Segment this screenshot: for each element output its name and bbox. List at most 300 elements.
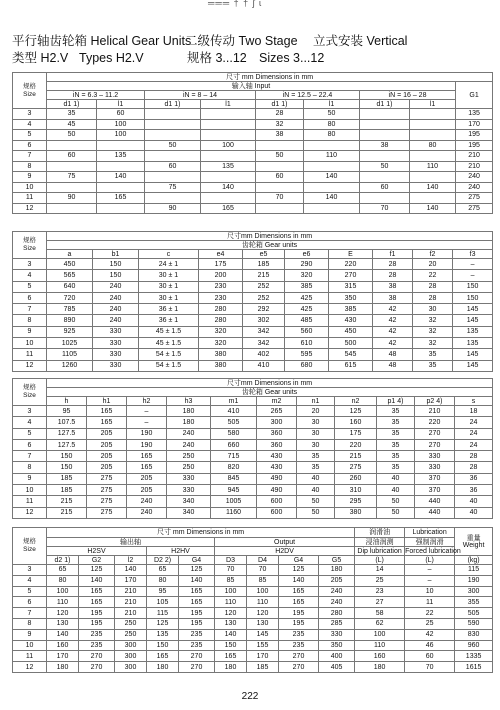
- size-cn: 规格 3...12: [187, 51, 247, 65]
- value-cell: 185: [243, 259, 285, 270]
- header-row: [13, 528, 493, 538]
- column-header: h: [47, 397, 87, 406]
- size-header: [13, 73, 47, 109]
- g1-header: G1: [456, 82, 493, 109]
- value-cell: 270: [279, 662, 319, 673]
- table-row: [13, 473, 493, 484]
- value-cell: 330: [93, 326, 139, 337]
- value-cell: 130: [215, 618, 247, 629]
- value-cell: [304, 182, 360, 193]
- value-cell: 205: [127, 485, 167, 496]
- value-cell: 170: [115, 575, 147, 586]
- table-row: [13, 193, 493, 204]
- value-cell: 380: [335, 507, 377, 518]
- value-cell: [47, 161, 97, 172]
- column-header: (kg): [455, 556, 493, 565]
- value-cell: 62: [355, 618, 405, 629]
- value-cell: 210: [456, 151, 493, 162]
- value-cell: 205: [319, 575, 355, 586]
- ratio-header: iN = 12.5 – 22.4: [256, 91, 360, 100]
- value-cell: 65: [47, 565, 79, 576]
- value-cell: 30 ± 1: [139, 292, 199, 303]
- value-cell: 1160: [211, 507, 257, 518]
- value-cell: 615: [329, 360, 373, 371]
- value-cell: 36: [455, 473, 493, 484]
- value-cell: 295: [335, 496, 377, 507]
- value-cell: 30 ± 1: [139, 270, 199, 281]
- table-row: [13, 182, 493, 193]
- value-cell: 590: [455, 618, 493, 629]
- value-cell: 115: [455, 565, 493, 576]
- value-cell: 165: [179, 597, 215, 608]
- value-cell: 85: [215, 575, 247, 586]
- value-cell: 240: [319, 586, 355, 597]
- value-cell: 260: [335, 473, 377, 484]
- value-cell: 330: [167, 485, 211, 496]
- h2dv-header: H2DV: [215, 547, 355, 556]
- table-row: [13, 406, 493, 417]
- size-label-en: Size: [23, 392, 36, 399]
- column-header: f2: [413, 250, 453, 259]
- column-header: l1: [304, 100, 360, 109]
- size-cell: 8: [13, 618, 47, 629]
- size-cell: 5: [13, 281, 47, 292]
- value-cell: 28: [455, 462, 493, 473]
- value-cell: 165: [279, 586, 319, 597]
- value-cell: 330: [415, 462, 455, 473]
- table-row: [13, 417, 493, 428]
- value-cell: [201, 109, 256, 120]
- value-cell: 20: [413, 259, 453, 270]
- value-cell: 70: [247, 565, 279, 576]
- value-cell: 275: [335, 462, 377, 473]
- value-cell: 80: [410, 140, 456, 151]
- value-cell: 28: [256, 109, 304, 120]
- weight-header-en: Weight: [462, 541, 485, 549]
- value-cell: 36: [455, 485, 493, 496]
- value-cell: 35: [297, 451, 335, 462]
- value-cell: 270: [79, 662, 115, 673]
- value-cell: 440: [415, 507, 455, 518]
- top-logo: ═══ † † ʃ ɩ: [208, 0, 263, 8]
- column-header: h3: [167, 397, 211, 406]
- value-cell: 125: [79, 565, 115, 576]
- size-cell: 3: [13, 109, 47, 120]
- value-cell: 150: [215, 640, 247, 651]
- value-cell: 270: [415, 428, 455, 439]
- dimensions-header: 尺寸mm Dimensions in mm: [47, 379, 493, 388]
- value-cell: 215: [243, 270, 285, 281]
- header-row: [13, 547, 493, 556]
- column-header: G5: [319, 556, 355, 565]
- value-cell: 320: [199, 326, 243, 337]
- table-row: [13, 151, 493, 162]
- value-cell: 505: [455, 608, 493, 619]
- header-row: [13, 241, 493, 250]
- value-cell: 220: [335, 439, 377, 450]
- table-row: [13, 360, 493, 371]
- value-cell: 35: [377, 428, 415, 439]
- value-cell: 14: [355, 565, 405, 576]
- value-cell: 355: [455, 597, 493, 608]
- size-cell: 8: [13, 315, 47, 326]
- value-cell: 180: [167, 417, 211, 428]
- value-cell: 195: [279, 618, 319, 629]
- value-cell: 25: [405, 618, 455, 629]
- value-cell: 145: [453, 315, 493, 326]
- column-header: d1 1): [256, 100, 304, 109]
- value-cell: 50: [145, 140, 201, 151]
- value-cell: 28: [373, 259, 413, 270]
- header-row: [13, 538, 493, 547]
- value-cell: 370: [415, 485, 455, 496]
- column-header: e6: [285, 250, 329, 259]
- value-cell: 60: [97, 109, 145, 120]
- column-header: e4: [199, 250, 243, 259]
- table-row: [13, 586, 493, 597]
- size-cell: 3: [13, 406, 47, 417]
- value-cell: 38: [360, 140, 410, 151]
- value-cell: 150: [147, 640, 179, 651]
- ratio-header: iN = 8 – 14: [145, 91, 256, 100]
- value-cell: 165: [87, 417, 127, 428]
- value-cell: 285: [319, 618, 355, 629]
- value-cell: 140: [115, 565, 147, 576]
- value-cell: 660: [211, 439, 257, 450]
- table-row: [13, 462, 493, 473]
- table-row: [13, 662, 493, 673]
- type-en: Types H2.V: [79, 51, 144, 65]
- value-cell: 22: [413, 270, 453, 281]
- value-cell: 40: [377, 473, 415, 484]
- value-cell: 890: [47, 315, 93, 326]
- value-cell: 165: [279, 597, 319, 608]
- value-cell: 10: [405, 586, 455, 597]
- value-cell: 38: [373, 281, 413, 292]
- table-row: [13, 439, 493, 450]
- value-cell: 250: [167, 451, 211, 462]
- value-cell: 54 ± 1.5: [139, 360, 199, 371]
- value-cell: 140: [215, 629, 247, 640]
- header-row: [13, 556, 493, 565]
- value-cell: 275: [456, 203, 493, 214]
- value-cell: 60: [47, 151, 97, 162]
- size-header: [13, 232, 47, 259]
- value-cell: 350: [319, 640, 355, 651]
- value-cell: 1260: [47, 360, 93, 371]
- header-row: [13, 379, 493, 388]
- column-header: l2: [115, 556, 147, 565]
- value-cell: [97, 161, 145, 172]
- value-cell: 110: [247, 597, 279, 608]
- value-cell: 107.5: [47, 417, 87, 428]
- value-cell: 250: [167, 462, 211, 473]
- value-cell: 350: [329, 292, 373, 303]
- value-cell: [145, 193, 201, 204]
- gear-units-table-1: [12, 231, 493, 372]
- table-row: [13, 326, 493, 337]
- table-row: [13, 629, 493, 640]
- value-cell: 110: [215, 597, 247, 608]
- value-cell: 320: [285, 270, 329, 281]
- value-cell: 70: [360, 203, 410, 214]
- value-cell: 20: [297, 406, 335, 417]
- group-header: 齿轮箱 Gear units: [47, 241, 493, 250]
- value-cell: 35: [377, 462, 415, 473]
- value-cell: 58: [355, 608, 405, 619]
- size-cell: 10: [13, 182, 47, 193]
- column-header: m2: [257, 397, 297, 406]
- value-cell: 32: [413, 315, 453, 326]
- value-cell: 135: [453, 338, 493, 349]
- value-cell: 175: [335, 428, 377, 439]
- value-cell: 40: [297, 473, 335, 484]
- value-cell: 135: [97, 151, 145, 162]
- size-cell: 11: [13, 496, 47, 507]
- size-cell: 4: [13, 575, 47, 586]
- value-cell: 25: [355, 575, 405, 586]
- size-header: [13, 379, 47, 406]
- value-cell: 150: [47, 451, 87, 462]
- column-header: b1: [93, 250, 139, 259]
- value-cell: [145, 109, 201, 120]
- column-header: c: [139, 250, 199, 259]
- value-cell: 270: [79, 651, 115, 662]
- value-cell: 32: [256, 119, 304, 130]
- header-row: [13, 82, 493, 91]
- value-cell: 342: [243, 338, 285, 349]
- value-cell: 110: [355, 640, 405, 651]
- value-cell: 820: [211, 462, 257, 473]
- value-cell: 485: [285, 315, 329, 326]
- size-cell: 10: [13, 338, 47, 349]
- column-header: G4: [279, 556, 319, 565]
- value-cell: 42: [405, 629, 455, 640]
- value-cell: –: [453, 259, 493, 270]
- size-cell: 6: [13, 597, 47, 608]
- table-row: [13, 292, 493, 303]
- value-cell: 140: [304, 172, 360, 183]
- size-label-en: Size: [23, 90, 36, 98]
- page-header: [12, 33, 492, 67]
- size-cell: 9: [13, 172, 47, 183]
- value-cell: 270: [329, 270, 373, 281]
- value-cell: 165: [127, 451, 167, 462]
- value-cell: 105: [147, 597, 179, 608]
- column-header: l1: [97, 100, 145, 109]
- value-cell: 240: [93, 315, 139, 326]
- value-cell: 195: [79, 608, 115, 619]
- value-cell: 230: [199, 281, 243, 292]
- table-row: [13, 130, 493, 141]
- value-cell: 35: [377, 439, 415, 450]
- value-cell: 190: [455, 575, 493, 586]
- value-cell: 240: [319, 597, 355, 608]
- value-cell: [256, 140, 304, 151]
- value-cell: 100: [97, 130, 145, 141]
- size-cell: 4: [13, 270, 47, 281]
- value-cell: 425: [285, 292, 329, 303]
- value-cell: 252: [243, 292, 285, 303]
- value-cell: 342: [243, 326, 285, 337]
- value-cell: 275: [87, 496, 127, 507]
- size-cell: 6: [13, 140, 47, 151]
- value-cell: 240: [127, 496, 167, 507]
- value-cell: 610: [285, 338, 329, 349]
- size-cell: 3: [13, 565, 47, 576]
- value-cell: 155: [247, 640, 279, 651]
- size-cell: 12: [13, 360, 47, 371]
- value-cell: 235: [79, 629, 115, 640]
- size-label-en: Size: [23, 546, 36, 553]
- value-cell: 60: [145, 161, 201, 172]
- value-cell: [360, 172, 410, 183]
- h2sv-header: H2SV: [47, 547, 147, 556]
- value-cell: 100: [47, 586, 79, 597]
- value-cell: [201, 151, 256, 162]
- value-cell: 230: [199, 292, 243, 303]
- value-cell: 140: [201, 182, 256, 193]
- value-cell: 270: [179, 662, 215, 673]
- value-cell: [304, 140, 360, 151]
- value-cell: 405: [319, 662, 355, 673]
- size-cell: 5: [13, 586, 47, 597]
- size-cell: 12: [13, 507, 47, 518]
- value-cell: 195: [279, 608, 319, 619]
- value-cell: 330: [167, 473, 211, 484]
- value-cell: 150: [93, 270, 139, 281]
- value-cell: 40: [455, 507, 493, 518]
- value-cell: 1025: [47, 338, 93, 349]
- value-cell: 70: [405, 662, 455, 673]
- table-row: [13, 451, 493, 462]
- value-cell: 150: [47, 462, 87, 473]
- value-cell: [201, 172, 256, 183]
- value-cell: 210: [115, 608, 147, 619]
- value-cell: 135: [456, 109, 493, 120]
- value-cell: 330: [415, 451, 455, 462]
- value-cell: 215: [335, 451, 377, 462]
- value-cell: 1105: [47, 349, 93, 360]
- value-cell: 400: [319, 651, 355, 662]
- value-cell: 170: [247, 651, 279, 662]
- size-cell: 7: [13, 304, 47, 315]
- value-cell: 170: [456, 119, 493, 130]
- value-cell: 960: [455, 640, 493, 651]
- value-cell: 240: [127, 507, 167, 518]
- column-header: G4: [179, 556, 215, 565]
- value-cell: 370: [415, 473, 455, 484]
- value-cell: 140: [79, 575, 115, 586]
- value-cell: 300: [115, 662, 147, 673]
- value-cell: 165: [127, 462, 167, 473]
- value-cell: 60: [256, 172, 304, 183]
- value-cell: 275: [87, 485, 127, 496]
- value-cell: 1005: [211, 496, 257, 507]
- value-cell: 402: [243, 349, 285, 360]
- value-cell: 23: [355, 586, 405, 597]
- value-cell: 140: [410, 203, 456, 214]
- value-cell: 220: [329, 259, 373, 270]
- value-cell: 210: [415, 406, 455, 417]
- table-row: [13, 281, 493, 292]
- value-cell: 30: [297, 428, 335, 439]
- value-cell: 90: [145, 203, 201, 214]
- table-row: [13, 109, 493, 120]
- value-cell: 265: [257, 406, 297, 417]
- value-cell: 42: [373, 315, 413, 326]
- column-header: m1: [211, 397, 257, 406]
- value-cell: 160: [335, 417, 377, 428]
- ratio-header: iN = 16 – 28: [360, 91, 456, 100]
- header-line-2: [12, 50, 492, 67]
- value-cell: 240: [93, 304, 139, 315]
- value-cell: 140: [179, 575, 215, 586]
- value-cell: 24 ± 1: [139, 259, 199, 270]
- column-header: d1 1): [47, 100, 97, 109]
- value-cell: 42: [373, 326, 413, 337]
- value-cell: 90: [47, 193, 97, 204]
- dimensions-header: 尺寸 mm Dimensions in mm: [47, 73, 493, 82]
- value-cell: 135: [147, 629, 179, 640]
- value-cell: 205: [87, 428, 127, 439]
- value-cell: 640: [47, 281, 93, 292]
- value-cell: 40: [297, 485, 335, 496]
- value-cell: 115: [147, 608, 179, 619]
- value-cell: 190: [127, 439, 167, 450]
- size-cell: 8: [13, 462, 47, 473]
- value-cell: 85: [247, 575, 279, 586]
- dimensions-header: 尺寸mm Dimensions in mm: [47, 232, 493, 241]
- size-label-cn: 规格: [23, 237, 36, 244]
- value-cell: 18: [455, 406, 493, 417]
- value-cell: 80: [304, 130, 360, 141]
- size-cell: 5: [13, 130, 47, 141]
- value-cell: 38: [373, 292, 413, 303]
- value-cell: 22: [405, 608, 455, 619]
- value-cell: 145: [247, 629, 279, 640]
- value-cell: 35: [413, 349, 453, 360]
- value-cell: 140: [47, 629, 79, 640]
- value-cell: 490: [257, 473, 297, 484]
- value-cell: 945: [211, 485, 257, 496]
- value-cell: [145, 119, 201, 130]
- column-header: s: [455, 397, 493, 406]
- value-cell: [304, 161, 360, 172]
- value-cell: 165: [215, 651, 247, 662]
- table-row: [13, 597, 493, 608]
- value-cell: [360, 151, 410, 162]
- value-cell: 180: [215, 662, 247, 673]
- output-shaft-table: [12, 527, 493, 673]
- group-header: 齿轮箱 Gear units: [47, 388, 493, 397]
- column-header: h1: [87, 397, 127, 406]
- column-header: (L): [405, 556, 455, 565]
- value-cell: 30: [413, 304, 453, 315]
- header-row: [13, 232, 493, 241]
- header-row: [13, 397, 493, 406]
- dip-lube-header-en: Dip lubrication: [355, 547, 405, 556]
- value-cell: 30: [297, 439, 335, 450]
- value-cell: 60: [360, 182, 410, 193]
- value-cell: 275: [87, 507, 127, 518]
- value-cell: 715: [211, 451, 257, 462]
- value-cell: 240: [456, 182, 493, 193]
- header-row: [13, 73, 493, 82]
- value-cell: 1615: [455, 662, 493, 673]
- value-cell: 42: [373, 304, 413, 315]
- value-cell: –: [127, 406, 167, 417]
